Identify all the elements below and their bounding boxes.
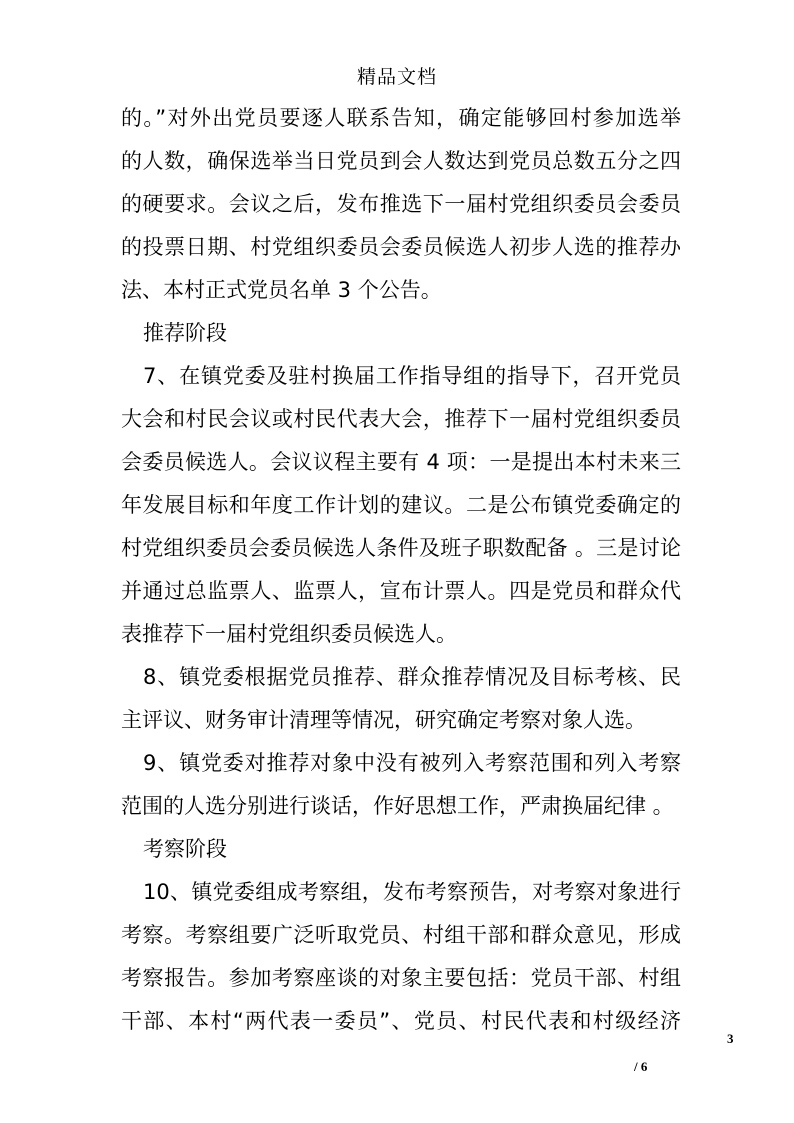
page-number: 3 [727,1031,734,1046]
text-line: 的投票日期、村党组织委员会委员候选人初步人选的推荐办 [121,235,681,259]
text-line: 9、镇党委对推荐对象中没有被列入考察范围和列入考察 [143,751,681,775]
text-line: 会委员候选人。会议议程主要有 4 项：一是提出本村未来三 [121,450,681,474]
text-line: 10、镇党委组成考察组，发布考察预告，对考察对象进行 [143,880,681,904]
page-total: / 6 [634,1059,648,1074]
text-line: 主评议、财务审计清理等情况，研究确定考察对象人选。 [121,708,646,732]
text-line: 年发展目标和年度工作计划的建议。二是公布镇党委确定的 [121,493,681,517]
text-line: 村党组织委员会委员候选人条件及班子职数配备 。三是讨论 [121,536,681,560]
text-line: 的。”对外出党员要逐人联系告知，确定能够回村参加选举 [121,106,681,130]
text-line: 的硬要求。会议之后，发布推选下一届村党组织委员会委员 [121,192,681,216]
text-line: 表推荐下一届村党组织委员候选人。 [121,622,457,646]
text-line: 考察报告。参加考察座谈的对象主要包括：党员干部、村组 [121,966,681,990]
text-line: 干部、本村“两代表一委员”、党员、村民代表和村级经济 [121,1009,681,1033]
page-header-title: 精品文档 [356,66,437,88]
section-heading: 考察阶段 [143,837,227,861]
text-line: 范围的人选分别进行谈话，作好思想工作，严肃换届纪律 。 [121,794,674,818]
text-line: 8、镇党委根据党员推荐、群众推荐情况及目标考核、民 [143,665,681,689]
text-line: 7、在镇党委及驻村换届工作指导组的指导下，召开党员 [143,364,681,388]
text-line: 并通过总监票人、监票人，宣布计票人。四是党员和群众代 [121,579,681,603]
text-line: 考察。考察组要广泛听取党员、村组干部和群众意见，形成 [121,923,681,947]
text-line: 法、本村正式党员名单 3 个公告。 [121,278,442,302]
text-line: 大会和村民会议或村民代表大会，推荐下一届村党组织委员 [121,407,681,431]
section-heading: 推荐阶段 [143,321,227,345]
text-line: 的人数，确保选举当日党员到会人数达到党员总数五分之四 [121,149,681,173]
